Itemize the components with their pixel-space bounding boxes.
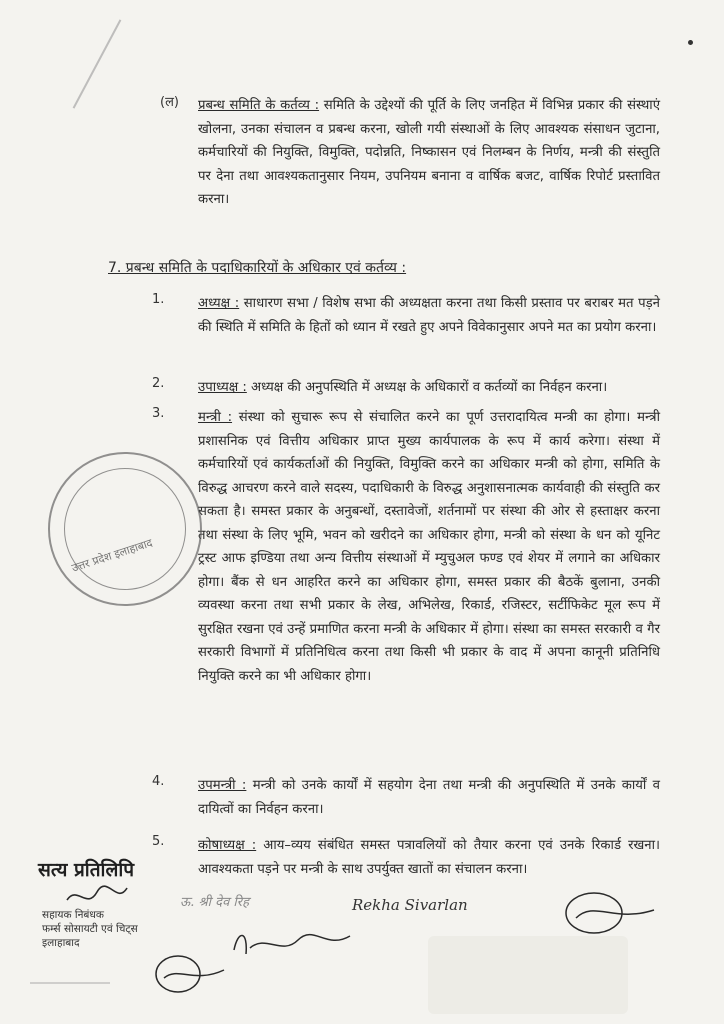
item-4-paragraph	[198, 774, 660, 821]
clause-label: (ल)	[160, 95, 179, 110]
item-2-paragraph	[198, 376, 660, 400]
member-signature-middle	[226, 920, 356, 968]
circular-seal-stamp	[48, 452, 202, 606]
faded-signature: ऊ. श्री देव रिह	[180, 895, 250, 910]
clause-la-heading: प्रबन्ध समिति के कर्तव्य :	[198, 98, 320, 113]
item-2-body: अध्यक्ष की अनुपस्थिति में अध्यक्ष के अधिकारों व कर्तव्यों का निर्वहन करना।	[246, 380, 608, 395]
cert-line-3: इलाहाबाद	[42, 937, 80, 949]
item-1-paragraph	[198, 292, 660, 339]
item-1-heading: अध्यक्ष :	[198, 296, 240, 311]
member-signature-right	[554, 888, 664, 938]
officer-signature	[62, 880, 132, 914]
cert-line-1: सहायक निबंधक	[42, 909, 104, 921]
rekha-signature: Rekha Sivarlan	[352, 896, 468, 914]
item-4-body: मन्त्री को उनके कार्यों में सहयोग देना तथा मन्त्री की अनुपस्थिति में उनके कार्यों व दायित्वों का निर्वहन करना।	[198, 778, 660, 817]
item-5-paragraph	[198, 834, 660, 881]
item-4-heading: उपमन्त्री :	[198, 778, 247, 793]
item-4-number: 4.	[152, 774, 165, 789]
member-signature-bottom	[150, 950, 230, 996]
item-3-body: संस्था को सुचारू रूप से संचालित करने का पूर्ण उत्तरादायित्व मन्त्री का होगा। मन्त्री प्रशासनिक एवं वित्तीय अधिकार प्राप्त मुख्य कार्यपालक के रूप में कार्य करेगा। संस्था में कर्मचारियों एवं कार्यकर्ताओं की नियुक्ति, विमुक्ति करने का अधिकार मन्त्री को होगा, समिति के विरुद्ध आचरण करने वाले सदस्य, पदाधिकारी के विरुद्ध अनुशासनात्मक कार्यवाही की संस्तुति कर सकता है। समस्त प्रकार के अनुबन्धों, दस्तावेजों, शर्तनामों पर संस्था की ओर से हस्ताक्षर करना तथा संस्था के लिए भूमि, भवन को खरीदने का अधिकार होगा, मन्त्री को संस्था के धन को यूनिट ट्रस्ट आफ इण्डिया तथा अन्य वित्तीय संस्थाओं में म्युचुअल फण्ड एवं शेयर में लगाने का अधिकार होगा। बैंक से धन आहरित करने का अधिकार होगा, समस्त प्रकार की बैठकें बुलाना, उनकी व्यवस्था करना तथा सभी प्रकार के लेख, अभिलेख, रिकार्ड, रजिस्टर, सर्टीफिकेट मूल रूप में सुरक्षित रखना एवं उन्हें प्रमाणित करना मन्त्री के अधिकार में होगा। संस्था का समस्त सरकारी व गैर सरकारी विभागों में प्रतिनिधित्व करना तथा किसी भी प्रकार के वाद में अपना कानूनी प्रतिनिधि नियुक्ति करने का भी अधिकार होगा।	[198, 410, 660, 684]
item-2-heading: उपाध्यक्ष :	[198, 380, 247, 395]
item-5-number: 5.	[152, 834, 165, 849]
section-7-title: 7. प्रबन्ध समिति के पदाधिकारियों के अधिकार एवं कर्तव्य :	[108, 260, 407, 276]
seal-text: उत्तर प्रदेश इलाहाबाद	[70, 536, 155, 575]
item-5-heading: कोषाध्यक्ष :	[198, 838, 257, 853]
clause-la-body: समिति के उद्देश्यों की पूर्ति के लिए जनहित में विभिन्न प्रकार की संस्थाएं खोलना, उनका संचालन व प्रबन्ध करना, खोली गयी संस्थाओं के लिए आवश्यक संसाधन जुटाना, कर्मचारियों की नियुक्ति, विमुक्ति, पदोन्नति, निष्कासन एवं निलम्बन के निर्णय, मन्त्री की संस्तुति पर देना तथा आवश्यकतानुसार नियम, उपनियम बनाना व वार्षिक बजट, वार्षिक रिपोर्ट प्रस्तावित करना।	[198, 98, 661, 207]
item-3-heading: मन्त्री :	[198, 410, 233, 425]
cert-line-2: फर्म्स सोसायटी एवं चिट्स	[42, 923, 138, 935]
ink-dot	[688, 40, 693, 45]
paper-fold-mark	[73, 19, 122, 108]
true-copy-heading: सत्य प्रतिलिपि	[38, 859, 135, 881]
certifying-officer-block	[42, 908, 138, 950]
item-3-number: 3.	[152, 406, 165, 421]
item-1-body: साधारण सभा / विशेष सभा की अध्यक्षता करना तथा किसी प्रस्ताव पर बराबर मत पड़ने की स्थिति में समिति के हितों को ध्यान में रखते हुए अपने विवेकानुसार अपने मत का प्रयोग करना।	[198, 296, 661, 335]
clause-la-paragraph	[198, 94, 660, 212]
item-3-paragraph	[198, 406, 660, 688]
item-5-body: आय–व्यय संबंधित समस्त पत्रावलियों को तैयार करना एवं उनके रिकार्ड रखना। आवश्यकता पड़ने पर मन्त्री के साथ उपर्युक्त खातों का संचालन करना।	[198, 838, 661, 877]
item-1-number: 1.	[152, 292, 165, 307]
faded-bottom-stamp	[428, 936, 628, 1014]
item-2-number: 2.	[152, 376, 165, 391]
scan-artifact-line	[30, 982, 110, 984]
